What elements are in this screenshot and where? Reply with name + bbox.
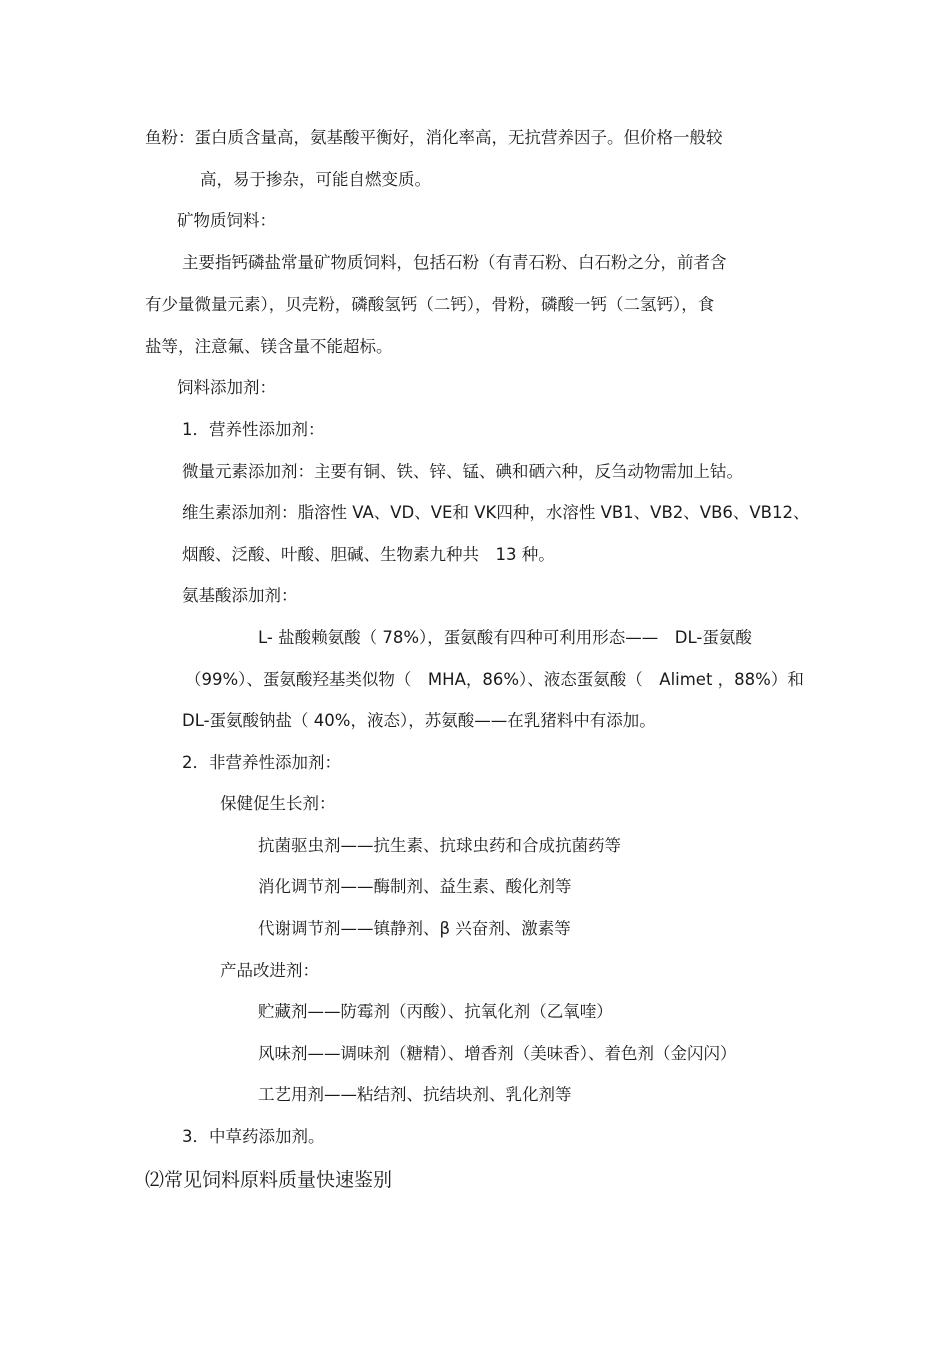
feed-additive-heading: 饲料添加剂： bbox=[177, 378, 276, 397]
mineral-feed-heading: 矿物质饲料： bbox=[177, 211, 276, 230]
growth-promoter-heading: 保健促生长剂： bbox=[220, 794, 336, 813]
herbal-additive-heading: 3．中草药添加剂。 bbox=[182, 1127, 325, 1146]
vitamin-line-1: 维生素添加剂：脂溶性 VA、VD、VE和 VK四种，水溶性 VB1、VB2、VB6、VB12、 bbox=[182, 503, 810, 522]
mineral-feed-line-2: 有少量微量元素），贝壳粉，磷酸氢钙（二钙），骨粉，磷酸一钙（二氢钙），食 bbox=[145, 295, 715, 314]
metabolism-regulator-line: 代谢调节剂——镇静剂、β 兴奋剂、激素等 bbox=[258, 919, 571, 938]
antibacterial-line: 抗菌驱虫剂——抗生素、抗球虫药和合成抗菌药等 bbox=[258, 836, 621, 855]
nutritive-additive-heading: 1．营养性添加剂： bbox=[182, 420, 325, 439]
trace-element-line: 微量元素添加剂：主要有铜、铁、锌、锰、碘和硒六种，反刍动物需加上钴。 bbox=[182, 462, 743, 481]
amino-acid-line-2: （99%）、蛋氨酸羟基类似物（ MHA，86%）、液态蛋氨酸（ Alimet ，88%）和 bbox=[185, 670, 804, 689]
mineral-feed-line-1: 主要指钙磷盐常量矿物质饲料，包括石粉（有青石粉、白石粉之分，前者含 bbox=[182, 253, 727, 272]
amino-acid-heading: 氨基酸添加剂： bbox=[182, 586, 298, 605]
vitamin-line-2: 烟酸、泛酸、叶酸、胆碱、生物素九种共 13 种。 bbox=[182, 545, 555, 564]
fishmeal-line-2: 高，易于掺杂，可能自燃变质。 bbox=[200, 170, 431, 189]
amino-acid-line-3: DL-蛋氨酸钠盐（ 40%，液态），苏氨酸——在乳猪料中有添加。 bbox=[182, 711, 656, 730]
fishmeal-line-1: 鱼粉：蛋白质含量高，氨基酸平衡好，消化率高，无抗营养因子。但价格一般较 bbox=[145, 128, 723, 147]
non-nutritive-additive-heading: 2．非营养性添加剂： bbox=[182, 753, 341, 772]
digestion-regulator-line: 消化调节剂——酶制剂、益生素、酸化剂等 bbox=[258, 877, 572, 896]
product-improver-heading: 产品改进剂： bbox=[220, 961, 319, 980]
process-agent-line: 工艺用剂——粘结剂、抗结块剂、乳化剂等 bbox=[258, 1085, 572, 1104]
flavor-agent-line: 风味剂——调味剂（糖精）、增香剂（美味香）、着色剂（金闪闪） bbox=[258, 1044, 737, 1063]
preservative-line: 贮藏剂——防霉剂（丙酸）、抗氧化剂（乙氧喹） bbox=[258, 1002, 613, 1021]
amino-acid-line-1: L- 盐酸赖氨酸（ 78%），蛋氨酸有四种可利用形态—— DL-蛋氨酸 bbox=[258, 628, 752, 647]
mineral-feed-line-3: 盐等，注意氟、镁含量不能超标。 bbox=[145, 337, 393, 356]
section-heading-quality-identification: ⑵常见饲料原料质量快速鉴别 bbox=[145, 1169, 393, 1191]
